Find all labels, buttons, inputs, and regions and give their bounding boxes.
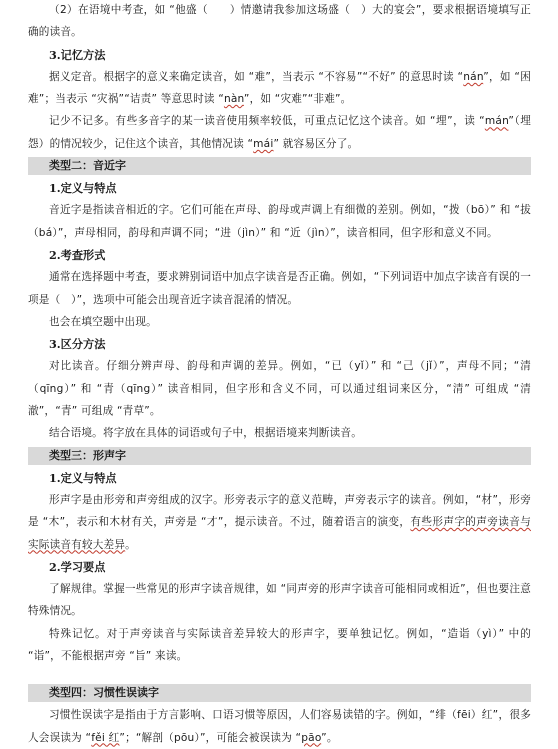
pinyin-nan-second-tone: nán xyxy=(463,70,484,83)
spacer xyxy=(28,667,531,682)
paragraph-compare-sounds: 对比读音。仔细分辨声母、韵母和声调的差异。例如，“已（yǐ）” 和 “己（jǐ）”，声母不同；“清（qīng）” 和 “青（qīng）” 读音相同，但字形和含义不同，可以通过组词来区分，“清” 可组成 “清澈”，“青” 可组成 “青草”。 xyxy=(28,360,531,418)
paragraph-remember-less: 记少不记多。有些多音字的某一读音使用频率较低，可重点记忆这个读音。如 “埋”，读 “mán”（埋怨）的情况较少，记住这个读音，其他情况读 “mái” 就容易区分了。 xyxy=(28,115,531,150)
wavy-underlined-note: 有些形声字的声旁读音与实际读音有较大差异 xyxy=(28,516,531,551)
paragraph-rules: 了解规律。掌握一些常见的形声字读音规律，如 “同声旁的形声字读音可能相同或相近”，但也要注意特殊情况。 xyxy=(28,583,531,618)
paragraph-meaning: 据义定音。根据字的意义来确定读音，如 “难”，当表示 “不容易”“不好” 的意思时读 “nán”，如 “困难”；当表示 “灾祸”“诘责” 等意思时读 “nàn”，如 “灾难”“非难”。 xyxy=(28,70,531,106)
paragraph-exam-fill: 也会在填空题中出现。 xyxy=(49,315,157,328)
section-heading-near-sound: 类型二：音近字 xyxy=(28,157,531,175)
heading-distinguish-methods: 3.区分方法 xyxy=(49,337,106,352)
section-heading-phono-semantic: 类型三：形声字 xyxy=(28,447,531,465)
pinyin-man: mán xyxy=(484,115,509,128)
heading-definition-phono-semantic: 1.定义与特点 xyxy=(49,470,117,485)
paragraph-phono-semantic-definition: 形声字是由形旁和声旁组成的汉字。形旁表示字的意义范畴，声旁表示字的读音。例如，“材”，形旁是 “木”，表示和木材有关，声旁是 “才”，提示读音。不过，随着语言的演变，有些形声字的声旁读音与实际读音有较大差异。 xyxy=(28,493,531,551)
wavy-misread-fei: fěi 红 xyxy=(91,731,120,744)
heading-study-points: 2.学习要点 xyxy=(49,559,106,574)
paragraph-habitual-misread: 习惯性误读字是指由于方言影响、口语习惯等原因，人们容易读错的字。例如，“绯（fēi）红”，很多人会误读为 “fěi 红”；“解剖（pōu）”，可能会被误读为 “pāo”。 xyxy=(28,709,531,744)
paragraph-gap-fill: （2）在语境中考查，如 “他盛（ ）情邀请我参加这场盛（ ）大的宴会”，要求根据语境填写正确的读音。 xyxy=(28,4,531,39)
heading-memory-methods: 3.记忆方法 xyxy=(49,47,106,62)
paragraph-near-sound-definition: 音近字是指读音相近的字。它们可能在声母、韵母或声调上有细微的差别。例如，“拨（bō）” 和 “拔（bá）”，声母相同，韵母和声调不同；“进（jìn）” 和 “近（jìn）”，读音相同，但字形和意义不同。 xyxy=(28,204,531,239)
pinyin-mai: mái xyxy=(253,137,274,150)
wavy-misread-pao: pāo xyxy=(301,731,322,744)
heading-definition-near-sound: 1.定义与特点 xyxy=(49,181,117,196)
heading-exam-format: 2.考查形式 xyxy=(49,247,106,262)
paragraph-context: 结合语境。将字放在具体的词语或句子中，根据语境来判断读音。 xyxy=(49,427,363,440)
paragraph-exam-choice: 通常在选择题中考查，要求辨别词语中加点字读音是否正确。例如，“下列词语中加点字读音有误的一项是（ ）”，选项中可能会出现音近字读音混淆的情况。 xyxy=(28,271,531,306)
section-heading-habitual-misread: 类型四：习惯性误读字 xyxy=(28,684,531,702)
pinyin-nan-fourth-tone: nàn xyxy=(223,93,244,106)
paragraph-special-memory: 特殊记忆。对于声旁读音与实际读音差异较大的形声字，要单独记忆。例如，“造诣（yì）” 中的 “诣”，不能根据声旁 “旨” 来读。 xyxy=(28,627,531,663)
